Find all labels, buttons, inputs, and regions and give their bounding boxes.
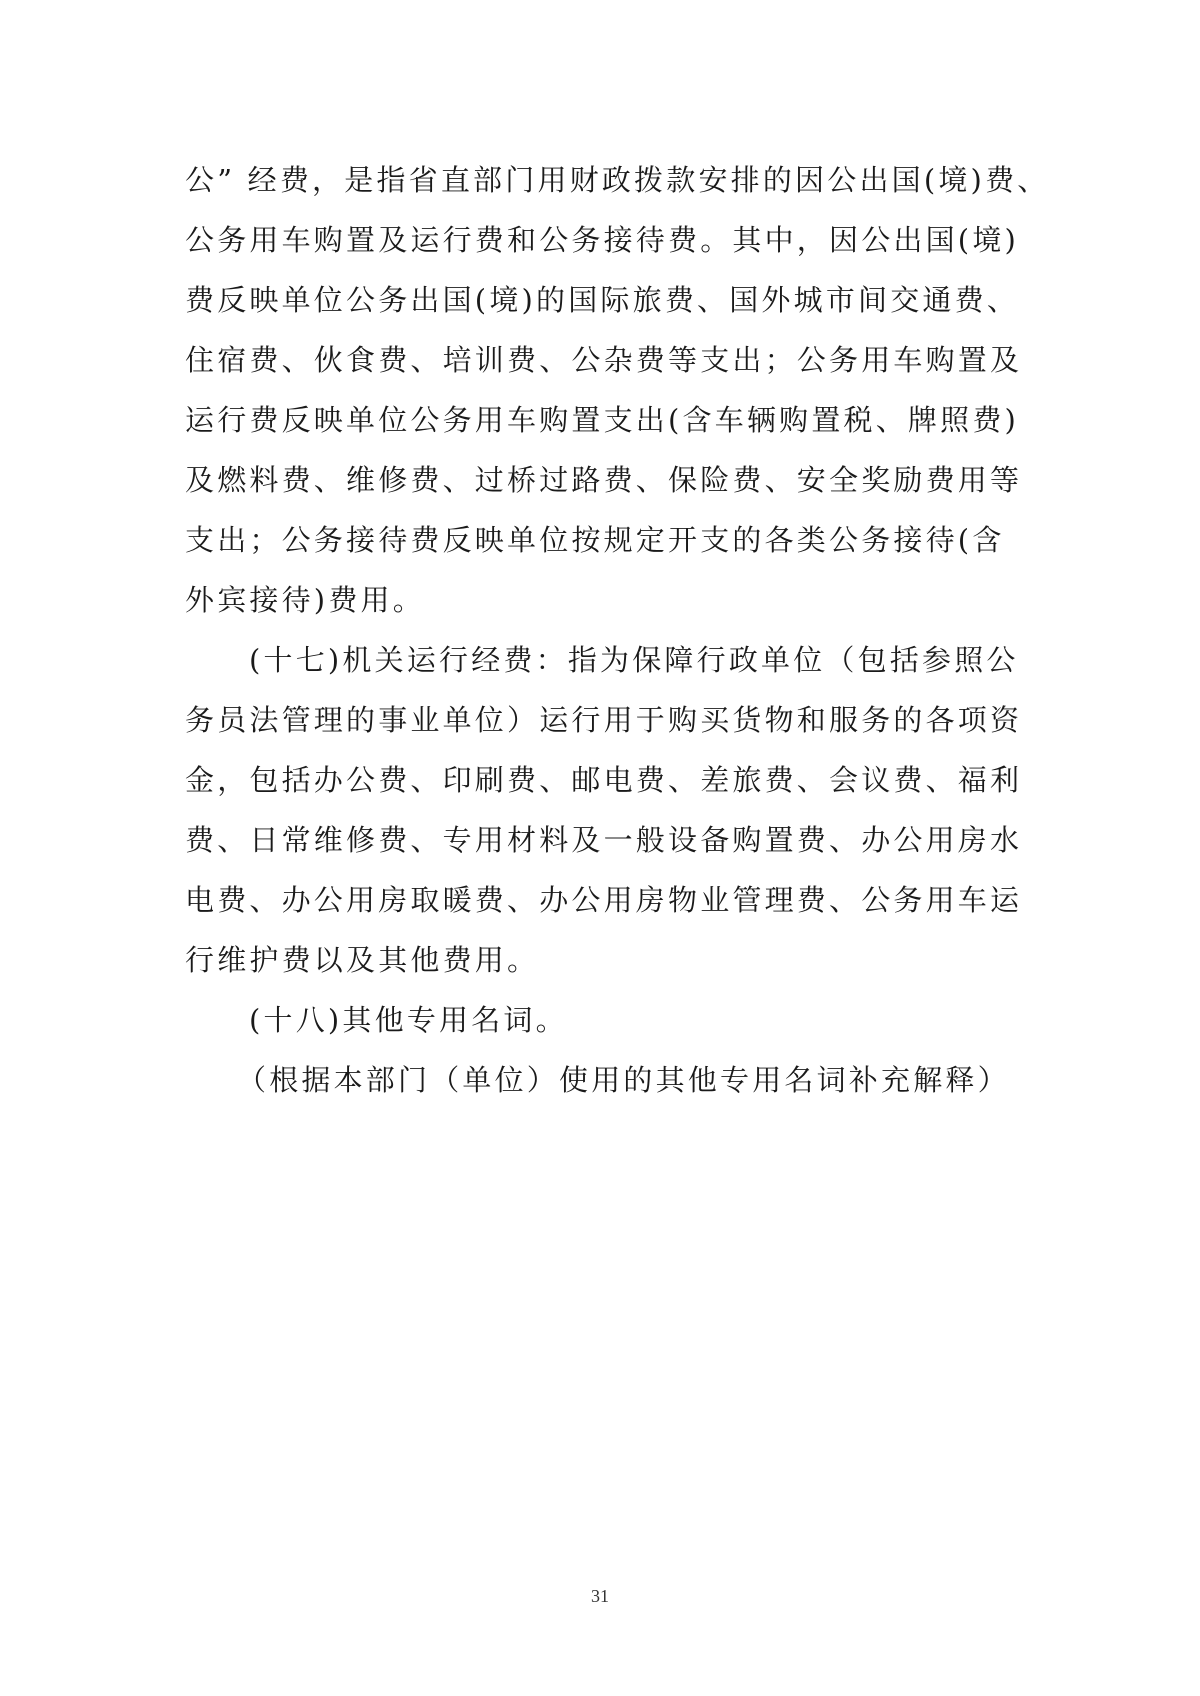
text-line: 外宾接待)费用。 — [185, 583, 425, 617]
text-line: 公务用车购置及运行费和公务接待费。其中，因公出国(境) — [185, 223, 1020, 257]
text-line: 务员法管理的事业单位）运行用于购买货物和服务的各项资 — [185, 703, 1023, 737]
body-text — [185, 150, 1050, 1110]
text-line: 支出；公务接待费反映单位按规定开支的各类公务接待(含 — [185, 523, 1005, 557]
text-line: 费、日常维修费、专用材料及一般设备购置费、办公用房水 — [185, 823, 1023, 857]
text-line: 费反映单位公务出国(境)的国际旅费、国外城市间交通费、 — [185, 283, 1020, 317]
text-line: 金，包括办公费、印刷费、邮电费、差旅费、会议费、福利 — [185, 763, 1023, 797]
text-line: 运行费反映单位公务用车购置支出(含车辆购置税、牌照费) — [185, 403, 1020, 437]
supplement-note: （根据本部门（单位）使用的其他专用名词补充解释） — [237, 1063, 1010, 1097]
section-heading-18: (十八)其他专用名词。 — [249, 1003, 568, 1037]
text-line: 及燃料费、维修费、过桥过路费、保险费、安全奖励费用等 — [185, 463, 1023, 497]
section-heading-17: (十七)机关运行经费：指为保障行政单位（包括参照公 — [249, 643, 1019, 677]
page-number: 31 — [591, 1586, 609, 1606]
text-line: 公” 经费，是指省直部门用财政拨款安排的因公出国(境)费、 — [185, 163, 1050, 197]
text-line: 行维护费以及其他费用。 — [185, 943, 540, 977]
text-line: 电费、办公用房取暖费、办公用房物业管理费、公务用车运 — [185, 883, 1023, 917]
text-line: 住宿费、伙食费、培训费、公杂费等支出；公务用车购置及 — [185, 343, 1023, 377]
